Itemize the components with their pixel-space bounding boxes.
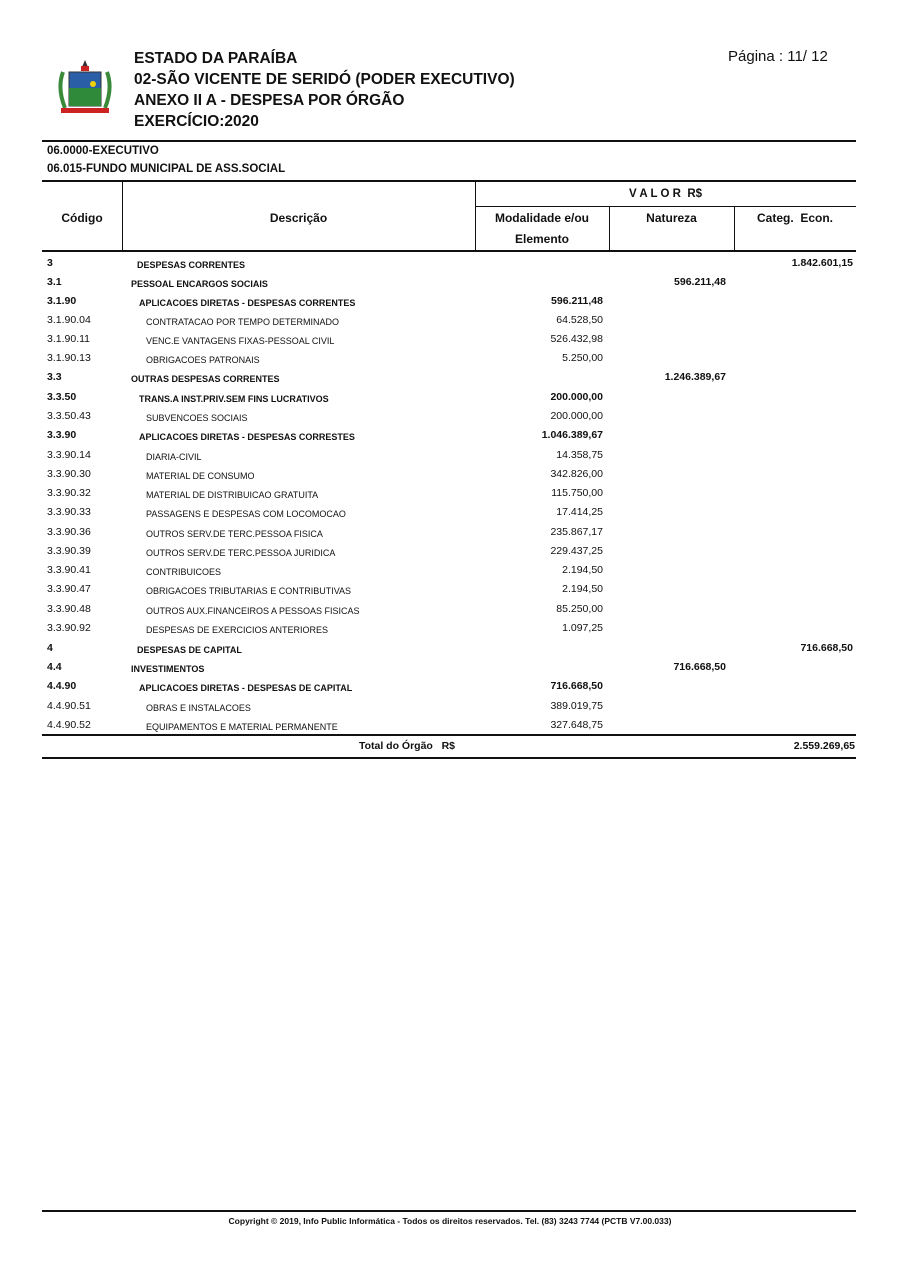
table-row bbox=[42, 678, 856, 697]
row-code: 3.3.90.32 bbox=[47, 487, 91, 499]
row-modalidade-value: 85.250,00 bbox=[556, 603, 603, 615]
row-code: 3.1.90.11 bbox=[47, 333, 91, 345]
row-description: DESPESAS CORRENTES bbox=[137, 260, 246, 270]
row-code: 3.3.90.92 bbox=[47, 622, 91, 634]
row-code: 4 bbox=[47, 642, 53, 654]
row-description: EQUIPAMENTOS E MATERIAL PERMANENTE bbox=[146, 722, 338, 732]
row-modalidade-value: 596.211,48 bbox=[551, 295, 603, 307]
fiscal-year: EXERCÍCIO:2020 bbox=[134, 113, 259, 130]
row-code: 3.3.90.33 bbox=[47, 506, 91, 518]
row-modalidade-value: 2.194,50 bbox=[562, 583, 603, 595]
row-description: OBRIGACOES PATRONAIS bbox=[146, 355, 260, 365]
table-row bbox=[42, 601, 856, 620]
row-modalidade-value: 1.097,25 bbox=[562, 622, 603, 634]
table-row bbox=[42, 562, 856, 581]
annex-title: ANEXO II A - DESPESA POR ÓRGÃO bbox=[134, 92, 405, 109]
municipality-title: 02-SÃO VICENTE DE SERIDÓ (PODER EXECUTIVO) bbox=[134, 71, 515, 88]
row-modalidade-value: 2.194,50 bbox=[562, 564, 603, 576]
table-row bbox=[42, 350, 856, 369]
table-row bbox=[42, 504, 856, 523]
row-code: 4.4.90.52 bbox=[47, 719, 91, 731]
header-categoria: Categ. Econ. bbox=[756, 211, 833, 225]
row-description: CONTRIBUICOES bbox=[146, 567, 222, 577]
row-code: 3.3.50.43 bbox=[47, 410, 91, 422]
table-row bbox=[42, 274, 856, 293]
row-modalidade-value: 526.432,98 bbox=[550, 333, 603, 345]
row-description: PESSOAL ENCARGOS SOCIAIS bbox=[131, 279, 268, 289]
row-code: 3.3.90 bbox=[47, 429, 77, 441]
row-code: 4.4 bbox=[47, 661, 62, 673]
row-description: OUTROS SERV.DE TERC.PESSOA FISICA bbox=[146, 529, 323, 539]
row-description: MATERIAL DE DISTRIBUICAO GRATUITA bbox=[146, 490, 319, 500]
row-description: DESPESAS DE CAPITAL bbox=[137, 645, 242, 655]
row-modalidade-value: 342.826,00 bbox=[550, 468, 603, 480]
header-elemento: Elemento bbox=[514, 232, 569, 246]
table-row bbox=[42, 255, 856, 274]
row-description: OBRAS E INSTALACOES bbox=[146, 703, 251, 713]
row-code: 3.3.90.47 bbox=[47, 583, 91, 595]
header-natureza: Natureza bbox=[646, 211, 697, 225]
row-modalidade-value: 716.668,50 bbox=[550, 680, 603, 692]
row-description: APLICACOES DIRETAS - DESPESAS CORRESTES bbox=[139, 432, 355, 442]
page-number: Página : 11/ 12 bbox=[728, 48, 828, 65]
row-code: 3.3.90.14 bbox=[47, 449, 91, 461]
row-modalidade-value: 14.358,75 bbox=[556, 449, 603, 461]
row-modalidade-value: 64.528,50 bbox=[556, 314, 603, 326]
footer-rule bbox=[42, 1210, 856, 1212]
row-code: 3.1.90.13 bbox=[47, 352, 91, 364]
table-top-rule bbox=[42, 180, 856, 182]
header-valor: V A L O R R$ bbox=[628, 188, 703, 200]
row-code: 3.3.90.48 bbox=[47, 603, 91, 615]
row-description: SUBVENCOES SOCIAIS bbox=[146, 413, 248, 423]
row-description: APLICACOES DIRETAS - DESPESAS DE CAPITAL bbox=[139, 683, 353, 693]
row-description: CONTRATACAO POR TEMPO DETERMINADO bbox=[146, 317, 340, 327]
row-description: MATERIAL DE CONSUMO bbox=[146, 471, 255, 481]
row-modalidade-value: 229.437,25 bbox=[550, 545, 603, 557]
row-description: DESPESAS DE EXERCICIOS ANTERIORES bbox=[146, 625, 329, 635]
row-description: PASSAGENS E DESPESAS COM LOCOMOCAO bbox=[146, 509, 346, 519]
row-categoria-value: 716.668,50 bbox=[800, 642, 853, 654]
org-unit: 06.0000-EXECUTIVO bbox=[47, 145, 159, 157]
row-code: 3 bbox=[47, 257, 53, 269]
coat-of-arms-icon bbox=[55, 58, 115, 120]
table-row bbox=[42, 369, 856, 388]
total-top-rule bbox=[42, 734, 856, 736]
row-natureza-value: 1.246.389,67 bbox=[664, 371, 726, 383]
table-row bbox=[42, 620, 856, 639]
state-title: ESTADO DA PARAÍBA bbox=[134, 50, 298, 67]
row-description: OUTRAS DESPESAS CORRENTES bbox=[131, 374, 280, 384]
row-description: INVESTIMENTOS bbox=[131, 664, 205, 674]
footer-copyright: Copyright © 2019, Info Public Informática - Todos os direitos reservados. Tel. (83) 3243 7744 (PCTB V7.00.033) bbox=[228, 1216, 672, 1226]
total-bottom-rule bbox=[42, 757, 856, 759]
row-code: 3.1 bbox=[47, 276, 62, 288]
table-row bbox=[42, 312, 856, 331]
table-row bbox=[42, 447, 856, 466]
table-row bbox=[42, 543, 856, 562]
table-row bbox=[42, 466, 856, 485]
row-code: 3.3.50 bbox=[47, 391, 77, 403]
header-codigo: Código bbox=[61, 211, 103, 225]
table-row bbox=[42, 698, 856, 717]
row-code: 3.3.90.36 bbox=[47, 526, 91, 538]
total-label: Total do Órgão R$ bbox=[358, 740, 455, 752]
row-modalidade-value: 200.000,00 bbox=[550, 391, 603, 403]
row-description: OUTROS AUX.FINANCEIROS A PESSOAS FISICAS bbox=[146, 606, 360, 616]
row-modalidade-value: 5.250,00 bbox=[562, 352, 603, 364]
row-natureza-value: 716.668,50 bbox=[673, 661, 726, 673]
table-row bbox=[42, 408, 856, 427]
table-row bbox=[42, 389, 856, 408]
table-row bbox=[42, 427, 856, 446]
row-modalidade-value: 327.648,75 bbox=[550, 719, 603, 731]
row-modalidade-value: 389.019,75 bbox=[550, 700, 603, 712]
row-natureza-value: 596.211,48 bbox=[674, 276, 726, 288]
header-descricao: Descrição bbox=[269, 211, 328, 225]
table-row bbox=[42, 640, 856, 659]
row-code: 3.3.90.39 bbox=[47, 545, 91, 557]
row-modalidade-value: 235.867,17 bbox=[550, 526, 603, 538]
row-modalidade-value: 200.000,00 bbox=[550, 410, 603, 422]
valor-divider bbox=[475, 206, 856, 207]
header-divider bbox=[42, 140, 856, 142]
row-description: OBRIGACOES TRIBUTARIAS E CONTRIBUTIVAS bbox=[146, 586, 352, 596]
table-row bbox=[42, 293, 856, 312]
row-code: 3.1.90.04 bbox=[47, 314, 91, 326]
row-code: 4.4.90 bbox=[47, 680, 77, 692]
row-description: TRANS.A INST.PRIV.SEM FINS LUCRATIVOS bbox=[139, 394, 329, 404]
row-categoria-value: 1.842.601,15 bbox=[791, 257, 853, 269]
table-row bbox=[42, 659, 856, 678]
row-code: 4.4.90.51 bbox=[47, 700, 91, 712]
row-modalidade-value: 17.414,25 bbox=[556, 506, 603, 518]
row-description: DIARIA-CIVIL bbox=[146, 452, 202, 462]
row-description: APLICACOES DIRETAS - DESPESAS CORRENTES bbox=[139, 298, 356, 308]
row-modalidade-value: 115.750,00 bbox=[551, 487, 603, 499]
table-row bbox=[42, 485, 856, 504]
row-code: 3.1.90 bbox=[47, 295, 77, 307]
row-description: OUTROS SERV.DE TERC.PESSOA JURIDICA bbox=[146, 548, 336, 558]
total-value: 2.559.269,65 bbox=[793, 740, 855, 752]
report-title-block bbox=[134, 48, 515, 132]
header-modalidade: Modalidade e/ou bbox=[494, 211, 589, 225]
table-row bbox=[42, 331, 856, 350]
org-subunit: 06.015-FUNDO MUNICIPAL DE ASS.SOCIAL bbox=[47, 163, 286, 175]
table-row bbox=[42, 581, 856, 600]
row-code: 3.3.90.41 bbox=[47, 564, 91, 576]
row-code: 3.3.90.30 bbox=[47, 468, 91, 480]
row-code: 3.3 bbox=[47, 371, 62, 383]
row-modalidade-value: 1.046.389,67 bbox=[541, 429, 603, 441]
row-description: VENC.E VANTAGENS FIXAS-PESSOAL CIVIL bbox=[146, 336, 335, 346]
table-row bbox=[42, 524, 856, 543]
header-bottom-rule bbox=[42, 250, 856, 252]
